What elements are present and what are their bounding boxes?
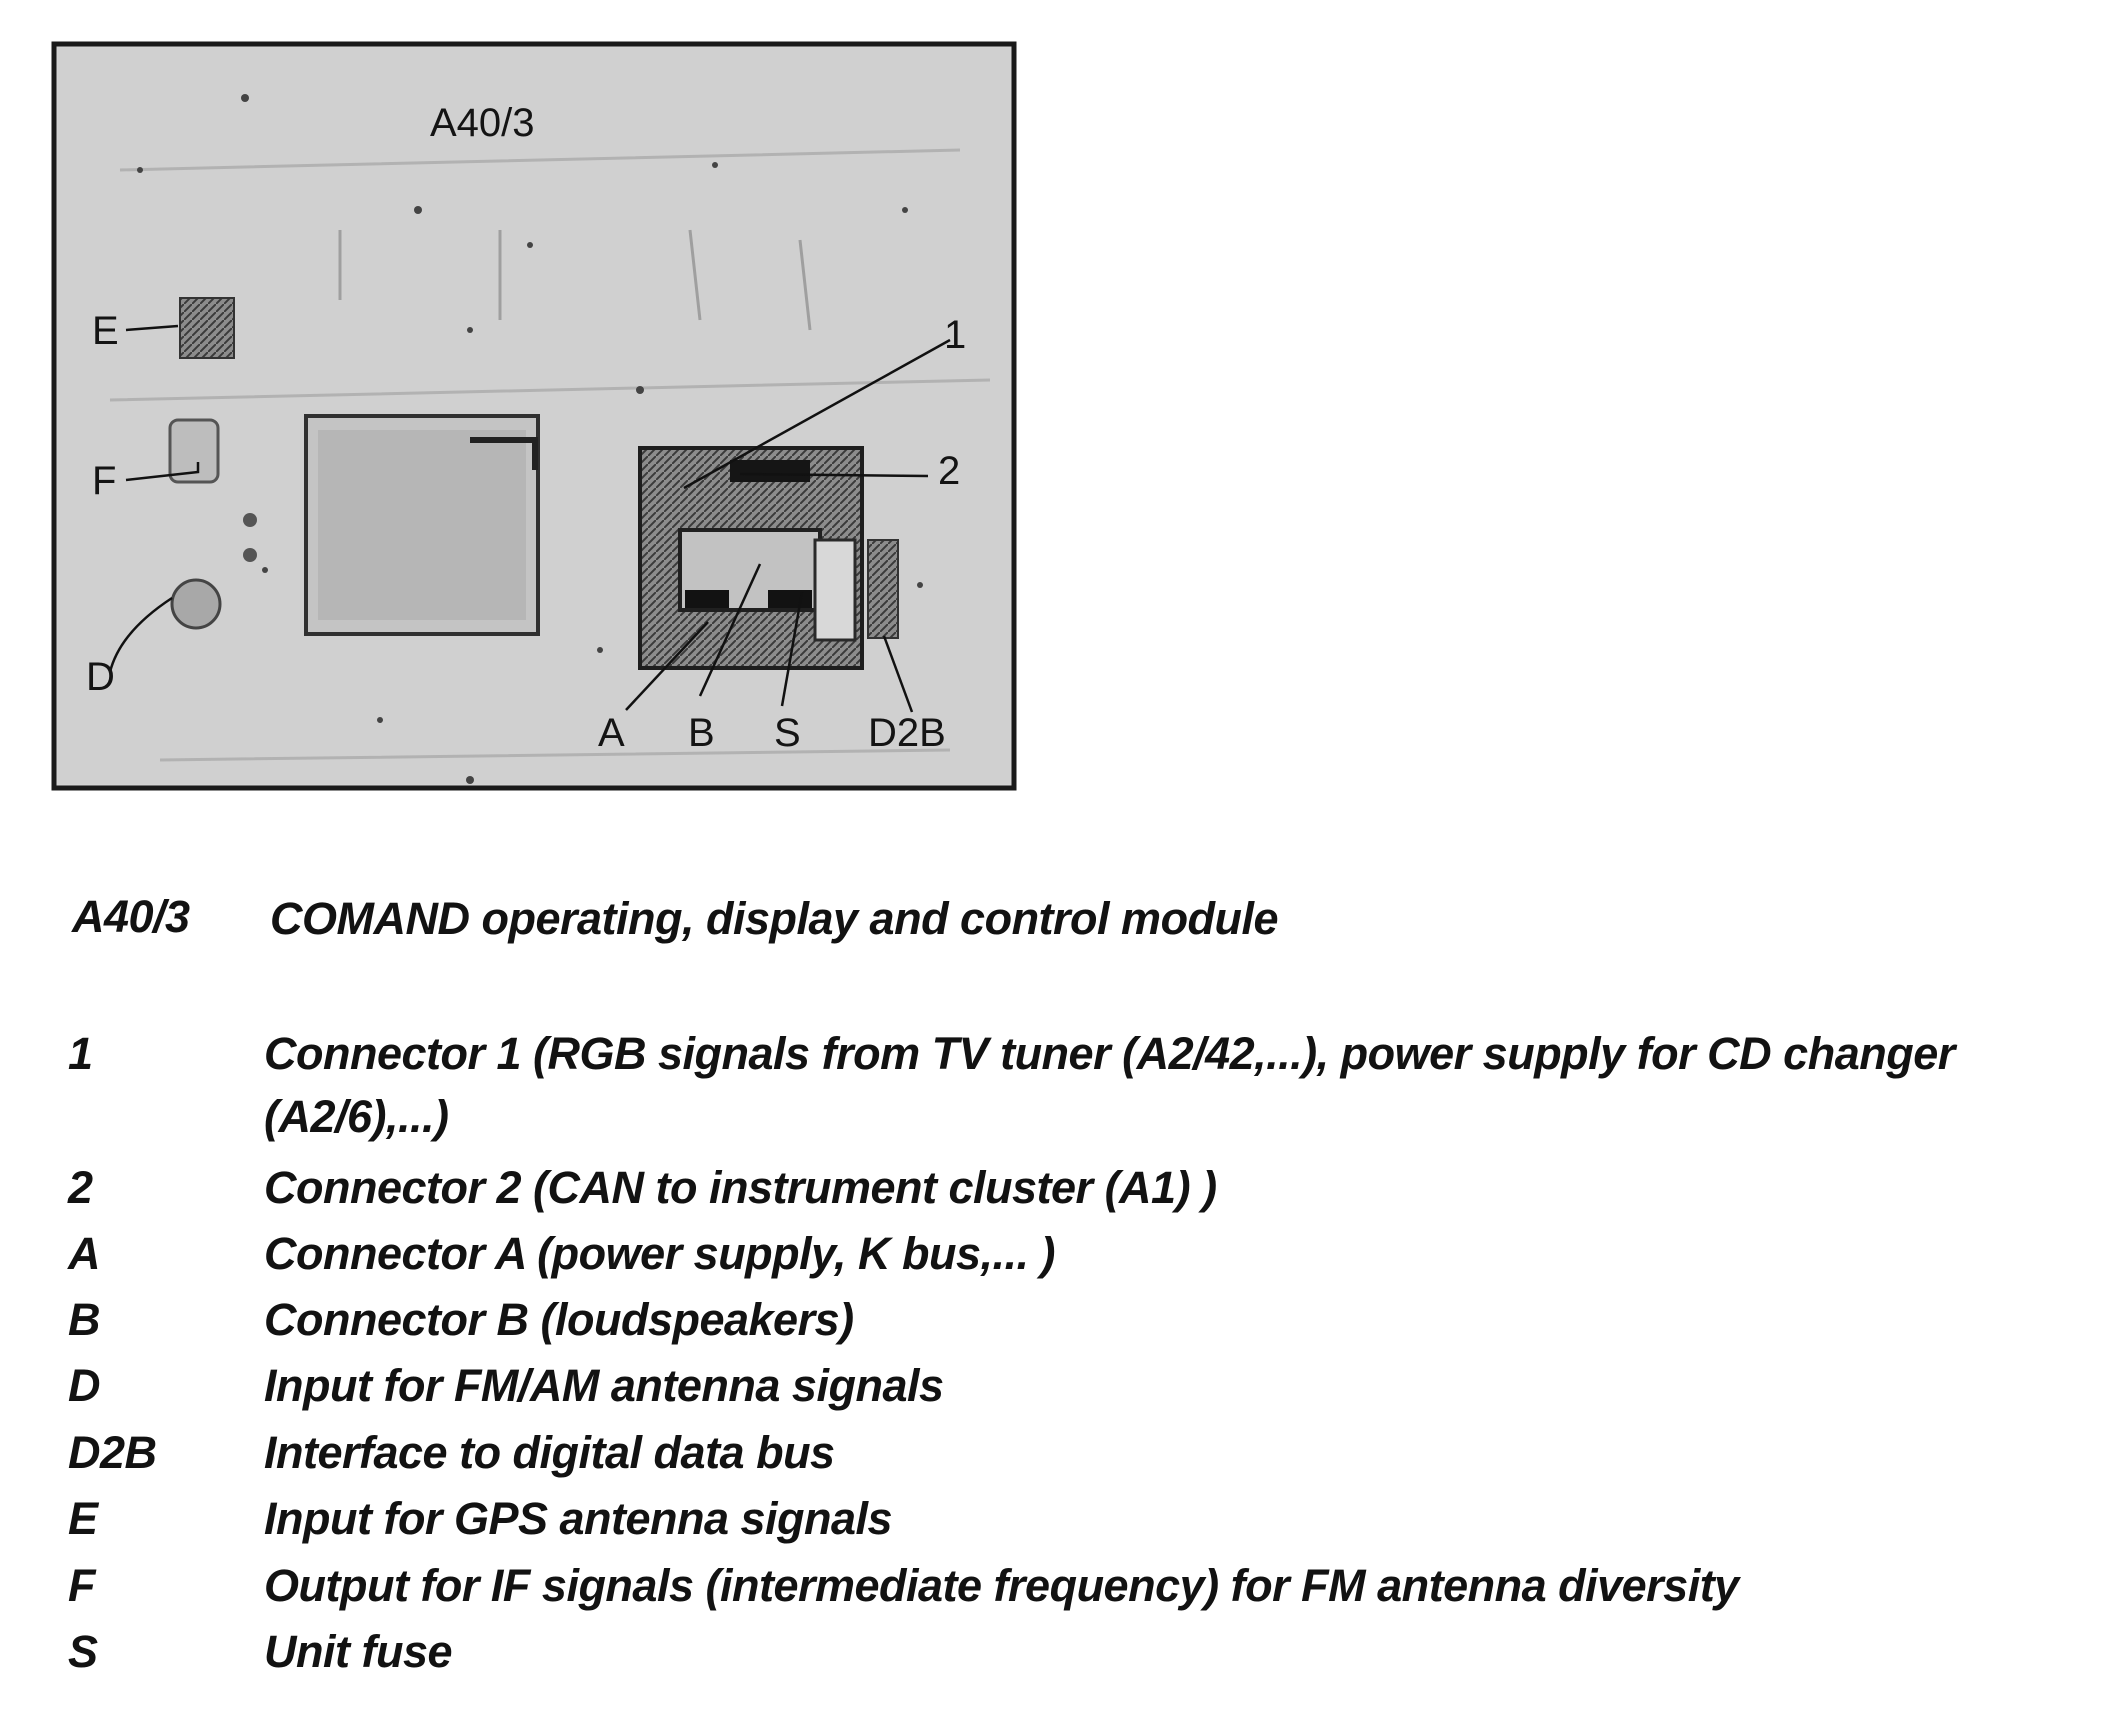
legend-code-e: E — [68, 1493, 98, 1544]
callout-1: 1 — [944, 313, 967, 357]
legend-text-1: Connector 1 (RGB signals from TV tuner (A2/42,...), power supply for CD changer — [264, 1028, 1955, 1079]
legend-code-2: 2 — [68, 1162, 93, 1213]
legend-text-d: Input for FM/AM antenna signals — [264, 1360, 944, 1411]
callout-a: A — [598, 711, 625, 755]
callout-2: 2 — [938, 449, 961, 493]
legend-code-f: F — [68, 1560, 95, 1611]
callout-s: S — [774, 711, 801, 755]
legend-header-code: A40/3 — [72, 891, 190, 942]
callout-b: B — [688, 711, 715, 755]
legend-text-a: Connector A (power supply, K bus,... ) — [264, 1228, 1056, 1279]
legend-text-f: Output for IF signals (intermediate frequency) for FM antenna diversity — [264, 1560, 1739, 1611]
legend-code-a: A — [68, 1228, 100, 1279]
legend-code-1: 1 — [68, 1028, 93, 1079]
legend-text-s: Unit fuse — [264, 1626, 453, 1677]
legend-code-d: D — [68, 1360, 100, 1411]
legend-code-s: S — [68, 1626, 98, 1677]
legend-text-d2b: Interface to digital data bus — [264, 1427, 835, 1478]
legend-text-1-cont: (A2/6),...) — [264, 1091, 449, 1142]
legend-code-b: B — [68, 1294, 100, 1345]
legend-text-2: Connector 2 (CAN to instrument cluster (A1) ) — [264, 1162, 1217, 1213]
legend-code-d2b: D2B — [68, 1427, 157, 1478]
callout-f: F — [92, 459, 117, 503]
legend-text-e: Input for GPS antenna signals — [264, 1493, 893, 1544]
photo-module-label: A40/3 — [430, 101, 535, 145]
callout-d2b: D2B — [868, 711, 946, 755]
callout-e: E — [92, 309, 119, 353]
legend-text-b: Connector B (loudspeakers) — [264, 1294, 854, 1345]
legend-header-text: COMAND operating, display and control module — [270, 893, 1279, 944]
callout-d: D — [86, 655, 115, 699]
